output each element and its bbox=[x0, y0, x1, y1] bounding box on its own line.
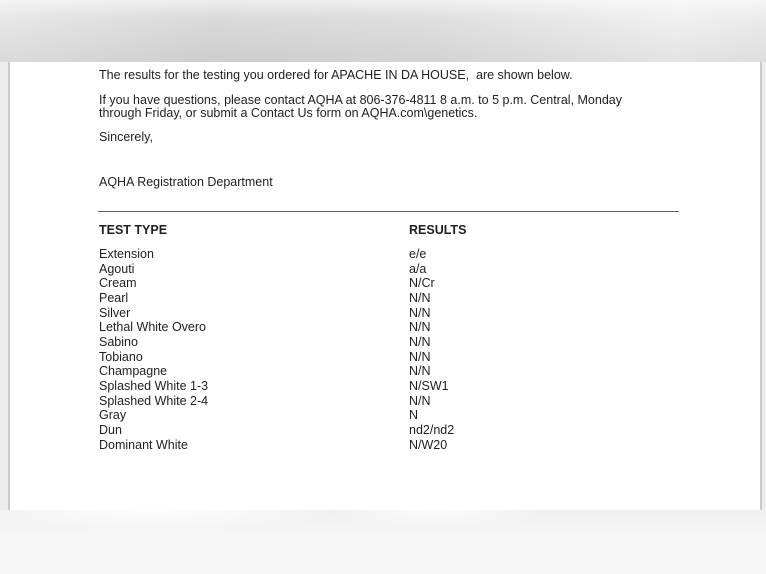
signature-line: AQHA Registration Department bbox=[99, 175, 273, 189]
results-table-body bbox=[99, 247, 760, 452]
contact-line-1: If you have questions, please contact AQHA at 806-376-4811 8 a.m. to 5 p.m. Central, Monday bbox=[99, 93, 622, 107]
test-type-cell: Champagne bbox=[99, 364, 168, 379]
table-header-row bbox=[99, 224, 760, 237]
test-type-header: TEST TYPE bbox=[99, 223, 168, 237]
result-cell: N/N bbox=[409, 349, 431, 364]
result-cell: N/Cr bbox=[409, 276, 435, 291]
table-row bbox=[99, 423, 760, 438]
table-row bbox=[99, 320, 760, 335]
backdrop-blur-top bbox=[0, 0, 766, 62]
letter-page bbox=[8, 62, 762, 510]
test-type-cell: Tobiano bbox=[99, 349, 143, 364]
table-row bbox=[99, 364, 760, 379]
result-cell: N/N bbox=[409, 320, 431, 335]
contact-paragraph bbox=[99, 94, 760, 120]
table-row bbox=[99, 335, 760, 350]
test-type-cell: Gray bbox=[99, 408, 127, 423]
test-type-cell: Lethal White Overo bbox=[99, 320, 206, 335]
test-type-cell: Extension bbox=[99, 247, 154, 261]
table-row bbox=[99, 394, 760, 409]
result-cell: N/N bbox=[409, 305, 431, 320]
test-type-cell: Silver bbox=[99, 305, 131, 320]
table-row bbox=[99, 379, 760, 394]
result-cell: nd2/nd2 bbox=[409, 422, 455, 437]
result-cell: a/a bbox=[409, 261, 427, 276]
section-divider bbox=[98, 211, 679, 212]
test-type-cell: Splashed White 2-4 bbox=[99, 393, 209, 408]
table-row bbox=[99, 350, 760, 365]
result-cell: N bbox=[409, 408, 419, 423]
contact-line-2: through Friday, or submit a Contact Us form on AQHA.com\genetics. bbox=[99, 106, 478, 120]
test-type-cell: Agouti bbox=[99, 261, 135, 276]
result-cell: e/e bbox=[409, 247, 427, 261]
closing-line: Sincerely, bbox=[99, 130, 153, 144]
result-cell: N/N bbox=[409, 290, 431, 305]
test-type-cell: Sabino bbox=[99, 334, 138, 349]
table-row bbox=[99, 291, 760, 306]
test-type-cell: Dun bbox=[99, 422, 122, 437]
result-cell: N/SW1 bbox=[409, 378, 449, 393]
result-cell: N/N bbox=[409, 334, 431, 349]
table-row bbox=[99, 408, 760, 423]
intro-line: The results for the testing you ordered for APACHE IN DA HOUSE, are shown below. bbox=[99, 68, 573, 82]
test-type-cell: Splashed White 1-3 bbox=[99, 378, 209, 393]
table-row bbox=[99, 262, 760, 277]
test-type-cell: Cream bbox=[99, 276, 137, 291]
test-type-cell: Pearl bbox=[99, 290, 129, 305]
letter-content bbox=[10, 62, 760, 452]
table-row bbox=[99, 276, 760, 291]
test-type-cell: Dominant White bbox=[99, 437, 188, 452]
result-cell: N/N bbox=[409, 364, 431, 379]
results-header: RESULTS bbox=[409, 223, 467, 237]
backdrop-blur-bottom bbox=[0, 510, 766, 574]
result-cell: N/W20 bbox=[409, 437, 448, 452]
table-row bbox=[99, 306, 760, 321]
table-row bbox=[99, 438, 760, 453]
result-cell: N/N bbox=[409, 393, 431, 408]
table-row bbox=[99, 247, 760, 262]
